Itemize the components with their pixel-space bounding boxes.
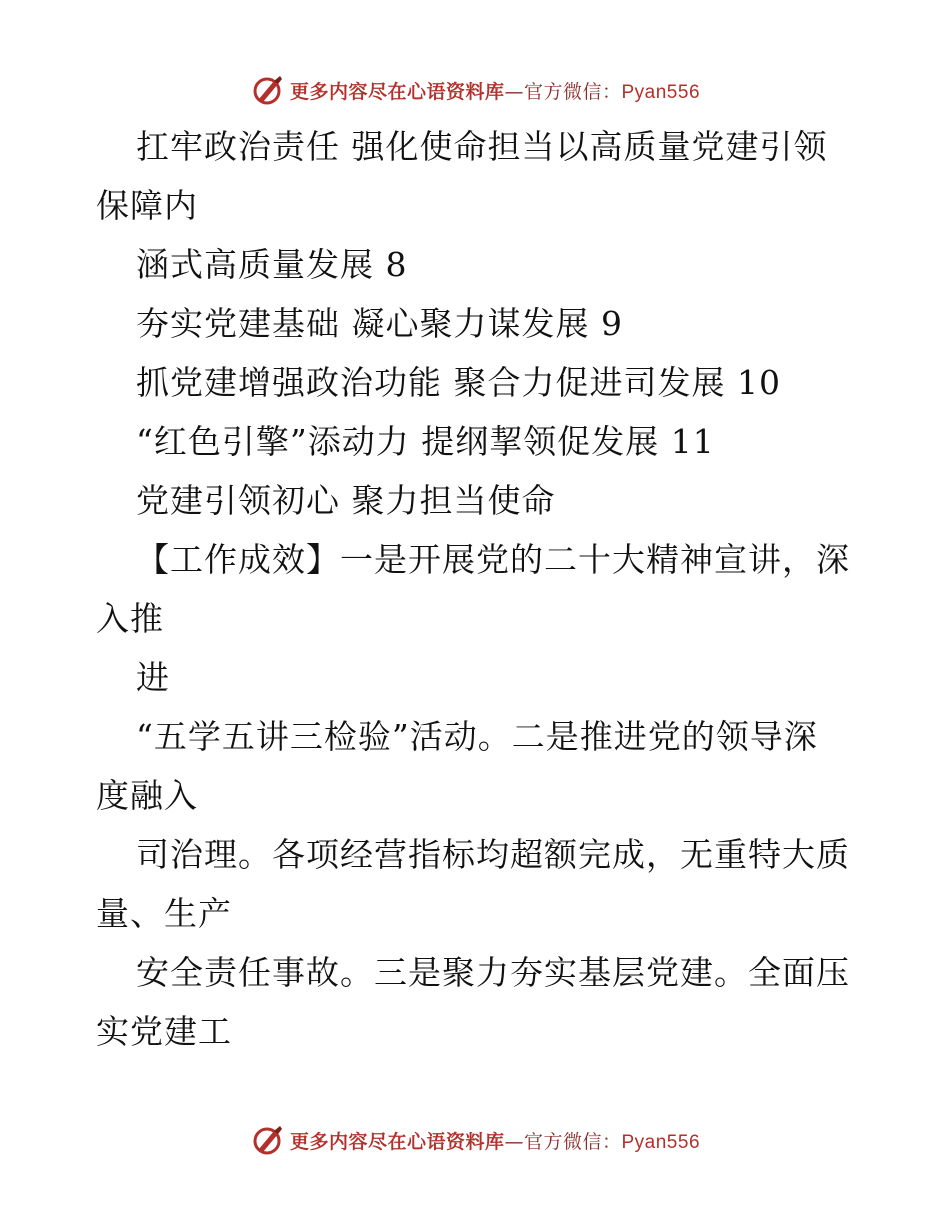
- pen-logo-icon: [250, 1123, 284, 1157]
- watermark-dash: —: [504, 1130, 524, 1153]
- watermark-text: [290, 1127, 700, 1154]
- text-line: “五学五讲三检验”活动。二是推进党的领导深: [136, 717, 818, 756]
- text-line: 司治理。各项经营指标均超额完成，无重特大质: [136, 835, 850, 874]
- watermark-wechat-id: Pyan556: [621, 81, 701, 103]
- watermark-text: [290, 77, 700, 104]
- header-watermark-banner: [0, 68, 950, 112]
- watermark-wechat-id: Pyan556: [621, 1131, 701, 1153]
- text-line: 抓党建增强政治功能 聚合力促进司发展 10: [136, 363, 781, 402]
- text-line: 入推: [96, 599, 164, 638]
- text-line: 量、生产: [96, 894, 232, 933]
- text-line: 党建引领初心 聚力担当使命: [136, 481, 556, 520]
- text-line: “红色引擎”添动力 提纲挈领促发展 11: [136, 422, 715, 461]
- text-line: 安全责任事故。三是聚力夯实基层党建。全面压: [136, 953, 850, 992]
- watermark-site-text: 更多内容尽在心语资料库: [289, 80, 505, 103]
- text-line: 保障内: [96, 186, 198, 225]
- text-line: 度融入: [96, 776, 198, 815]
- watermark-official-label: 官方微信：: [523, 1130, 622, 1153]
- text-line: 扛牢政治责任 强化使命担当以高质量党建引领: [136, 127, 828, 166]
- watermark-site-text: 更多内容尽在心语资料库: [289, 1130, 505, 1153]
- footer-watermark-banner: [0, 1118, 950, 1162]
- pen-logo-icon: [250, 73, 284, 107]
- text-line: 夯实党建基础 凝心聚力谋发展 9: [136, 304, 623, 343]
- text-line: 【工作成效】一是开展党的二十大精神宣讲，深: [136, 540, 850, 579]
- watermark-official-label: 官方微信：: [523, 80, 622, 103]
- document-body: [96, 117, 866, 1061]
- text-line: 涵式高质量发展 8: [136, 245, 408, 284]
- text-line: 实党建工: [96, 1012, 232, 1051]
- watermark-dash: —: [504, 80, 524, 103]
- text-line: 进: [136, 658, 170, 697]
